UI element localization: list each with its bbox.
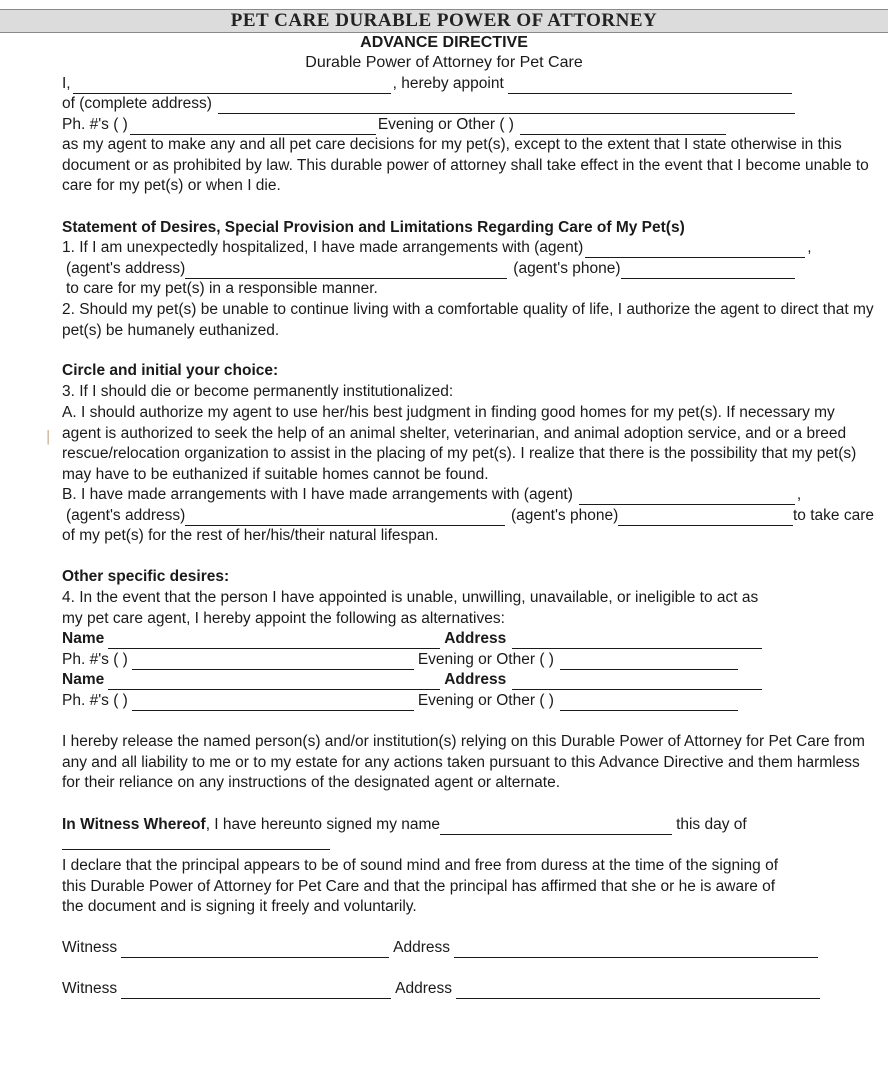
i-label: I,: [62, 75, 71, 92]
witness-whereof-text: , I have hereunto signed my name: [205, 816, 441, 833]
item4-paragraph: 4. In the event that the person I have appointed is unable, unwilling, unavailable, or ineligible to act as my pet care agent, I hereby appoint the following as alternatives:: [62, 589, 759, 627]
option-b-address-field[interactable]: [185, 510, 505, 526]
other-desires-heading: Other specific desires:: [62, 568, 230, 585]
hospital-agent-field[interactable]: [585, 242, 805, 258]
hospital-agent-address-field[interactable]: [185, 263, 507, 279]
declaration-paragraph: I declare that the principal appears to be of sound mind and free from duress at the time of the signing of this Durable Power of Attorney for Pet Care and that the principal has affirmed that she or he is aware of the document and is signing it freely and voluntarily.: [62, 857, 779, 916]
witness-2-address-label: Address: [395, 980, 452, 997]
principal-phone-field[interactable]: [130, 119, 376, 135]
alternate-1-address-field[interactable]: [512, 633, 762, 649]
item2-paragraph: 2. Should my pet(s) be unable to continue living with a comfortable quality of life, I authorize the agent to direct that my pet(s) be humanely euthanized.: [62, 301, 874, 339]
option-b-address-label: (agent's address): [66, 507, 186, 524]
alternate-2-name-field[interactable]: [108, 674, 440, 690]
principal-row: [62, 74, 874, 94]
item1-text: 1. If I am unexpectedly hospitalized, I have made arrangements with (agent): [62, 239, 584, 256]
hospital-agent-phone-field[interactable]: [621, 263, 795, 279]
witness-1-address-label: Address: [393, 939, 450, 956]
option-b-contact-row: [66, 506, 874, 526]
care-text-row: [66, 279, 874, 299]
alternate-1-evening-field[interactable]: [560, 654, 738, 670]
alternate-1-evening-label: Evening or Other ( ): [417, 651, 554, 668]
intro-paragraph: as my agent to make any and all pet care decisions for my pet(s), except to the extent that I state otherwise in this document or as prohibited by law. This durable power of attorney shall take effect in the event that I become unable to care for my pet(s) or when I die.: [62, 136, 869, 195]
witness-1-address-field[interactable]: [454, 942, 818, 958]
alternate-2-phone-label: Ph. #'s ( ): [62, 692, 128, 709]
address-label: of (complete address): [62, 95, 212, 112]
hospital-agent-contact-row: [66, 259, 874, 279]
alternate-2-phone-row: [62, 691, 874, 711]
option-b-agent-field[interactable]: [579, 489, 795, 505]
choice-heading: Circle and initial your choice:: [62, 362, 279, 379]
release-paragraph: I hereby release the named person(s) and/or institution(s) relying on this Durable Power of Attorney for Pet Care from any and all liability to me or to my estate for any actions taken pursuant to this Advance Directive and them harmless for their reliance on any instructions of the designated agent or alternate.: [62, 733, 865, 792]
hospital-agent-row: [62, 238, 874, 258]
comma: ,: [807, 239, 812, 256]
option-b-text: B. I have made arrangements with I have made arrangements with (agent): [62, 486, 573, 503]
alternate-1-phone-label: Ph. #'s ( ): [62, 651, 128, 668]
option-b-agent-row: [62, 485, 874, 505]
document-subtitle: ADVANCE DIRECTIVE: [360, 34, 528, 51]
option-a-paragraph: A. I should authorize my agent to use her/his best judgment in finding good homes for my pet(s). If necessary my agent is authorized to seek the help of an animal shelter, veterinarian, and animal adoption service, and or a breed rescue/relocation organization to assist in the placing of my pet(s). I realize that there is the possibility that my pet(s) may have to be euthanized if suitable homes cannot be found.: [62, 404, 857, 483]
comma-b: ,: [796, 486, 802, 503]
witness-1-signature-field[interactable]: [121, 942, 389, 958]
alternate-1-name-field[interactable]: [108, 633, 440, 649]
phone-label: Ph. #'s ( ): [62, 116, 128, 133]
lifespan-row: [62, 526, 874, 546]
witness-whereof-row: [62, 815, 874, 835]
option-b-phone-label: (agent's phone): [511, 507, 619, 524]
alternate-2-evening-label: Evening or Other ( ): [417, 692, 554, 709]
alternate-2-phone-field[interactable]: [132, 695, 414, 711]
evening-label: Evening or Other ( ): [377, 116, 514, 133]
alternate-1-name-row: [62, 629, 874, 649]
option-b-phone-field[interactable]: [618, 510, 793, 526]
alternate-1-phone-row: [62, 650, 874, 670]
hereby-appoint-label: , hereby appoint: [392, 75, 504, 92]
alternate-2-name-row: [62, 670, 874, 690]
witness-1-row: [62, 938, 874, 958]
alternate-1-name-label: Name: [62, 630, 105, 647]
statement-heading: Statement of Desires, Special Provision and Limitations Regarding Care of My Pet(s): [62, 219, 685, 236]
principal-address-row: [62, 94, 874, 114]
lifespan-text: of my pet(s) for the rest of her/his/their natural lifespan.: [62, 527, 439, 544]
document-title: PET CARE DURABLE POWER OF ATTORNEY: [0, 9, 888, 33]
principal-name-field[interactable]: [73, 78, 391, 94]
to-take-care-label: to take care: [793, 507, 874, 524]
principal-evening-phone-field[interactable]: [520, 119, 726, 135]
alternate-2-address-label: Address: [444, 671, 507, 688]
witness-2-address-field[interactable]: [456, 983, 820, 999]
care-text: to care for my pet(s) in a responsible manner.: [66, 280, 378, 297]
witness-2-signature-field[interactable]: [121, 983, 391, 999]
item3-text: 3. If I should die or become permanently institutionalized:: [62, 383, 454, 400]
alternate-2-address-field[interactable]: [512, 674, 762, 690]
agent-phone-label: (agent's phone): [513, 260, 621, 277]
witness-1-label: Witness: [62, 939, 118, 956]
principal-address-field[interactable]: [218, 98, 795, 114]
date-row: [62, 834, 874, 850]
alternate-1-address-label: Address: [444, 630, 507, 647]
witness-2-label: Witness: [62, 980, 118, 997]
document-subtitle-2: Durable Power of Attorney for Pet Care: [305, 54, 583, 71]
signing-date-field[interactable]: [62, 834, 330, 850]
alternate-2-name-label: Name: [62, 671, 105, 688]
this-day-of-label: this day of: [676, 816, 747, 833]
item3-row: [62, 382, 874, 402]
principal-phone-row: [62, 115, 874, 135]
agent-name-field[interactable]: [508, 78, 792, 94]
witness-whereof-label: In Witness Whereof: [62, 816, 206, 833]
alternate-2-evening-field[interactable]: [560, 695, 738, 711]
witness-2-row: [62, 979, 874, 999]
agent-address-label: (agent's address): [66, 260, 186, 277]
principal-signature-field[interactable]: [440, 819, 672, 835]
alternate-1-phone-field[interactable]: [132, 654, 414, 670]
stray-mark: │: [45, 430, 53, 444]
